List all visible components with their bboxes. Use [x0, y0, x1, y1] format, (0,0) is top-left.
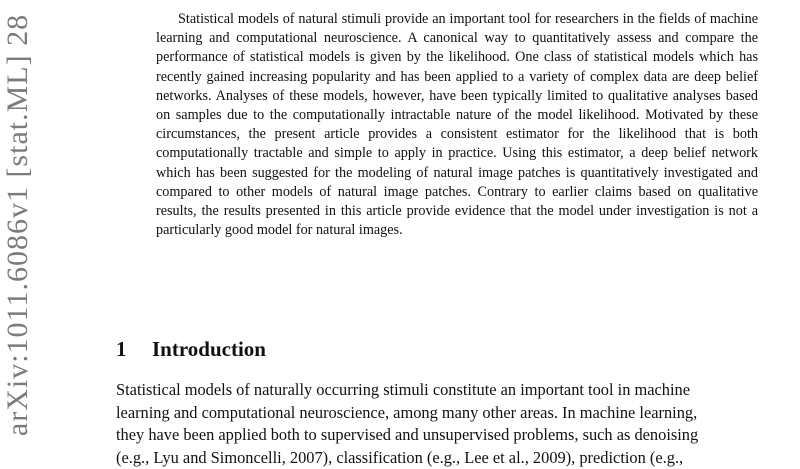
introduction-paragraph: [116, 379, 800, 467]
abstract: [156, 10, 758, 240]
paragraph-line: (e.g., Lyu and Simoncelli, 2007), classification (e.g., Lee et al., 2009), prediction (e.g.,: [116, 447, 684, 467]
paragraph-line: they have been applied both to supervised and unsupervised problems, such as denoising: [116, 425, 699, 445]
paragraph-line: learning and computational neuroscience, among many other areas. In machine learning,: [116, 402, 698, 422]
arxiv-identifier-text: arXiv:1011.6086v1 [stat.ML] 28: [1, 13, 34, 437]
section-number: 1: [116, 337, 127, 361]
abstract-paragraph: Statistical models of natural stimuli provide an important tool for researchers in the fields of machine learning and computational neuroscience. A canonical way to quantitatively assess and compare the performance of statistical models is given by the likelihood. One class of statistical models which has recently gained increasing popularity and has been applied to a variety of complex data are deep belief networks. Analyses of these models, however, have been typically limited to qualitative analyses based on samples due to the computationally intractable nature of the model likelihood. Motivated by these circumstances, the present article provides a consistent estimator for the likelihood that is both computationally tractable and simple to apply in practice. Using this estimator, a deep belief network which has been suggested for the modeling of natural image patches is quantitatively investigated and compared to other models of natural image patches. Contrary to earlier claims based on qualitative results, the results presented in this article provide evidence that the model under investigation is not a particularly good model for natural images.: [156, 11, 758, 239]
section-title: Introduction: [152, 337, 266, 361]
section-heading: [116, 336, 266, 362]
paragraph-line: Statistical models of naturally occurring stimuli constitute an important tool in machine: [116, 380, 691, 399]
arxiv-identifier-stamp: [0, 0, 36, 450]
